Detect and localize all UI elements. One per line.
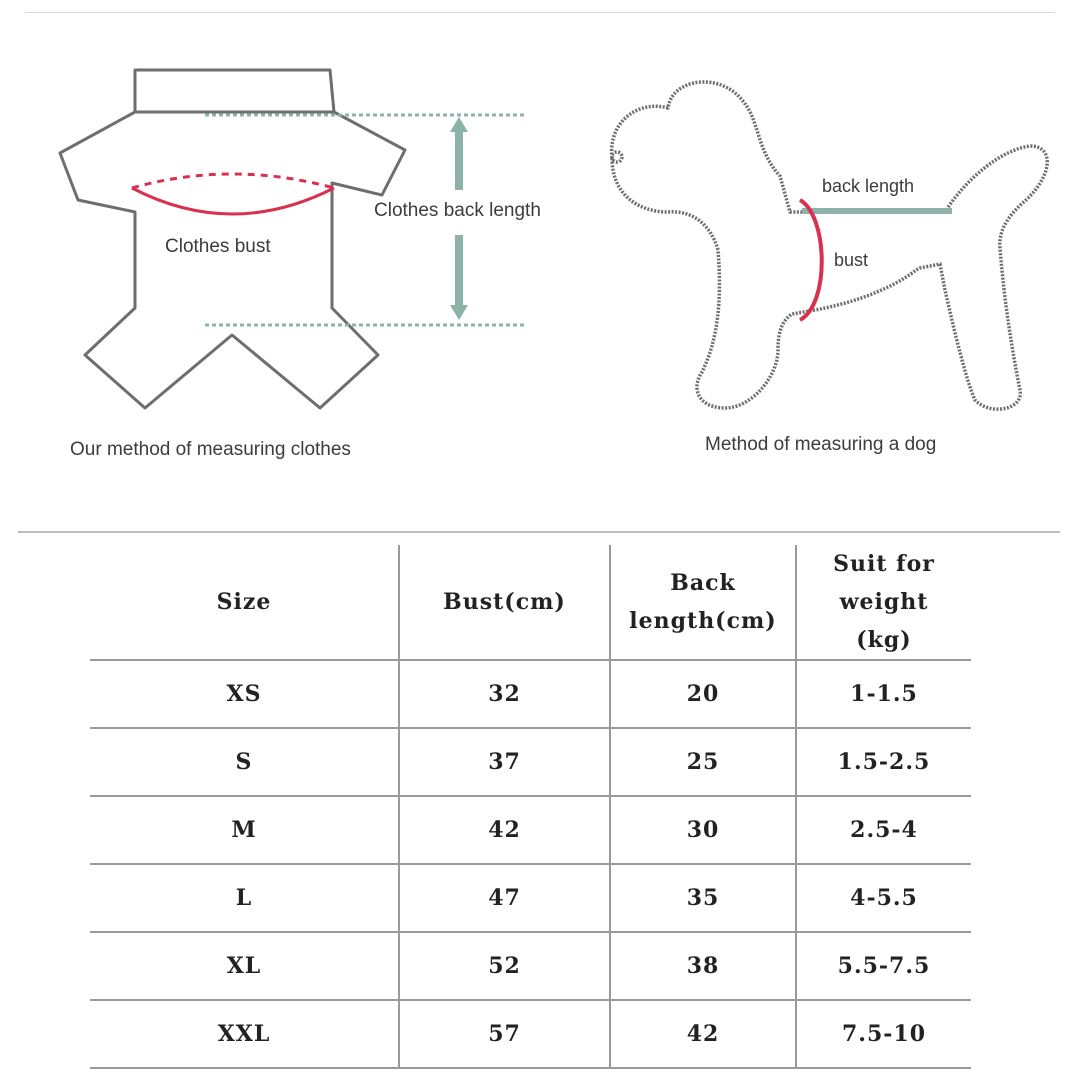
cell-bust: 32 <box>399 660 610 728</box>
header-back-length: Back length(cm) <box>610 545 796 660</box>
cell-size: L <box>90 864 399 932</box>
header-bust: Bust(cm) <box>399 545 610 660</box>
clothes-bust-label: Clothes bust <box>165 236 271 257</box>
cell-size: XS <box>90 660 399 728</box>
dog-method-caption: Method of measuring a dog <box>705 434 937 455</box>
table-row <box>90 1000 971 1068</box>
cell-bust: 52 <box>399 932 610 1000</box>
cell-size: M <box>90 796 399 864</box>
table-row <box>90 864 971 932</box>
cell-back-length: 30 <box>610 796 796 864</box>
table-header-row <box>90 545 971 660</box>
clothes-method-caption: Our method of measuring clothes <box>70 439 351 460</box>
dog-outline-icon <box>612 82 1048 409</box>
cell-weight: 4-5.5 <box>796 864 971 932</box>
table-row <box>90 660 971 728</box>
cell-bust: 47 <box>399 864 610 932</box>
cell-bust: 37 <box>399 728 610 796</box>
dog-bust-ring <box>800 200 822 320</box>
cell-back-length: 42 <box>610 1000 796 1068</box>
cell-weight: 1-1.5 <box>796 660 971 728</box>
clothes-back-length-label: Clothes back length <box>374 200 541 221</box>
cell-size: XXL <box>90 1000 399 1068</box>
cell-weight: 2.5-4 <box>796 796 971 864</box>
clothes-bust-ellipse <box>132 174 334 214</box>
cell-back-length: 35 <box>610 864 796 932</box>
table-row <box>90 796 971 864</box>
cell-weight: 1.5-2.5 <box>796 728 971 796</box>
cell-back-length: 20 <box>610 660 796 728</box>
dog-bust-label: bust <box>834 250 869 270</box>
size-chart-table <box>90 545 971 1069</box>
cell-weight: 7.5-10 <box>796 1000 971 1068</box>
cell-bust: 42 <box>399 796 610 864</box>
cell-bust: 57 <box>399 1000 610 1068</box>
section-divider <box>18 531 1060 533</box>
cell-size: XL <box>90 932 399 1000</box>
dog-back-length-label: back length <box>822 176 915 196</box>
header-size: Size <box>90 545 399 660</box>
table-row <box>90 932 971 1000</box>
cell-back-length: 38 <box>610 932 796 1000</box>
table-row <box>90 728 971 796</box>
cell-weight: 5.5-7.5 <box>796 932 971 1000</box>
header-weight: Suit for weight (kg) <box>796 545 971 660</box>
measurement-diagram <box>0 0 1080 530</box>
cell-back-length: 25 <box>610 728 796 796</box>
cell-size: S <box>90 728 399 796</box>
